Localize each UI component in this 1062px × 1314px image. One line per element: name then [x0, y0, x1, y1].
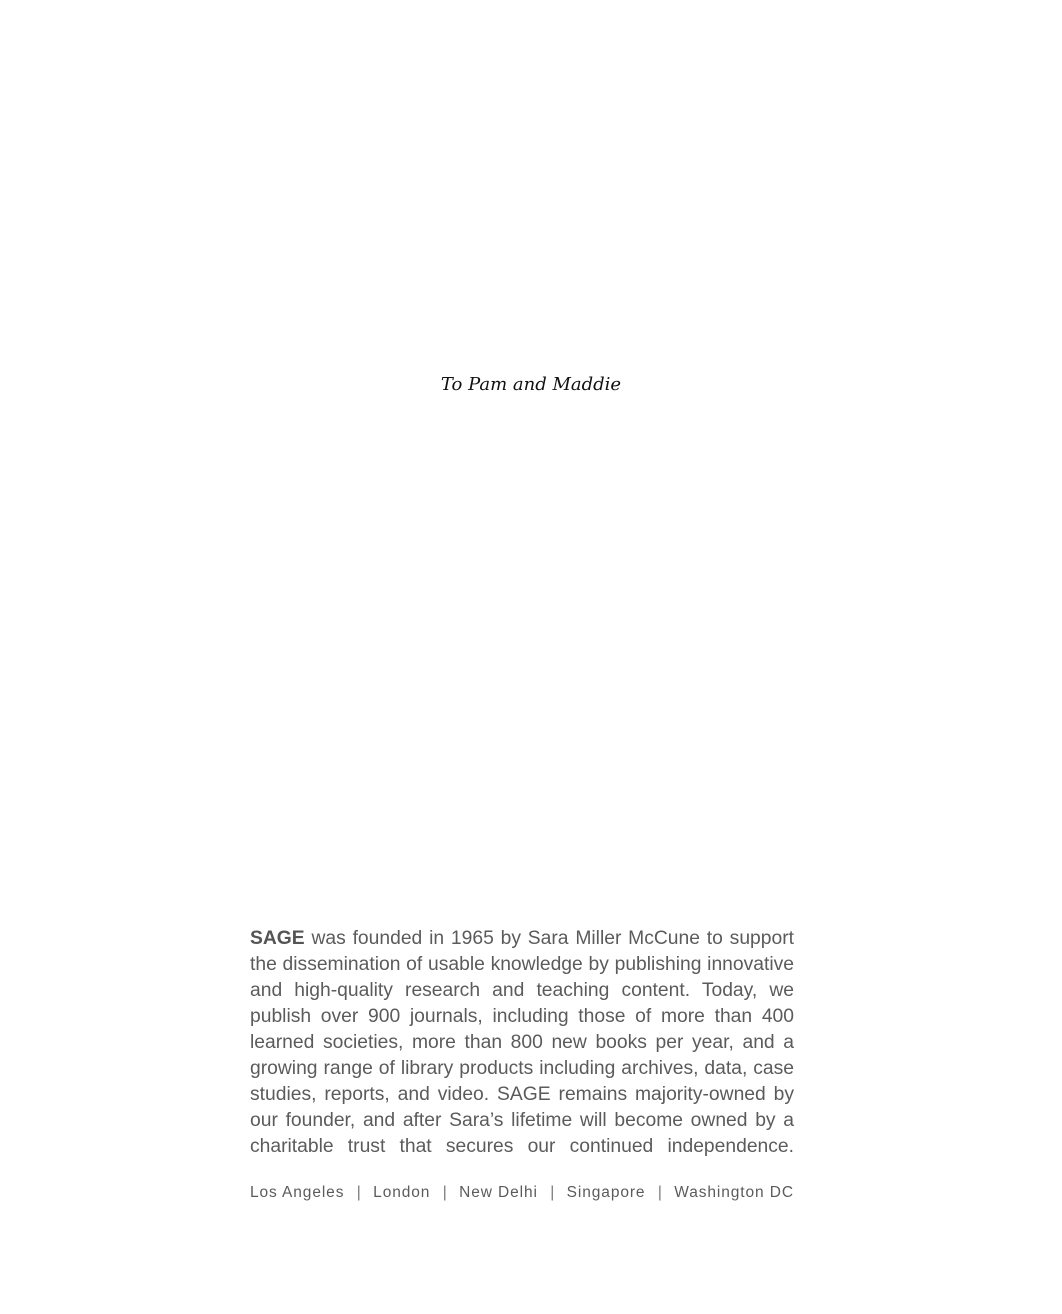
location-separator: |: [356, 1184, 361, 1201]
location-separator: |: [550, 1184, 555, 1201]
publisher-statement: [250, 926, 794, 1160]
location-item: Washington DC: [674, 1184, 794, 1201]
location-item: London: [373, 1184, 431, 1201]
location-item: Singapore: [566, 1184, 646, 1201]
location-item: New Delhi: [459, 1184, 538, 1201]
location-item: Los Angeles: [250, 1184, 345, 1201]
publisher-locations: [250, 1184, 794, 1202]
publisher-statement-text: was founded in 1965 by Sara Miller McCune to support the dissemination of usable knowledge by publishing innovative and high-quality research and teaching content. Today, we publish over 900 journals, including those of more than 400 learned societies, more than 800 new books per year, and a growing range of library products including archives, data, case studies, reports, and video. SAGE remains majority-owned by our founder, and after Sara’s lifetime will become owned by a charitable trust that secures our continued independence.: [250, 928, 794, 1157]
publisher-brand: SAGE: [250, 928, 305, 949]
dedication: To Pam and Maddie: [440, 374, 622, 395]
location-separator: |: [657, 1184, 662, 1201]
location-separator: |: [442, 1184, 447, 1201]
